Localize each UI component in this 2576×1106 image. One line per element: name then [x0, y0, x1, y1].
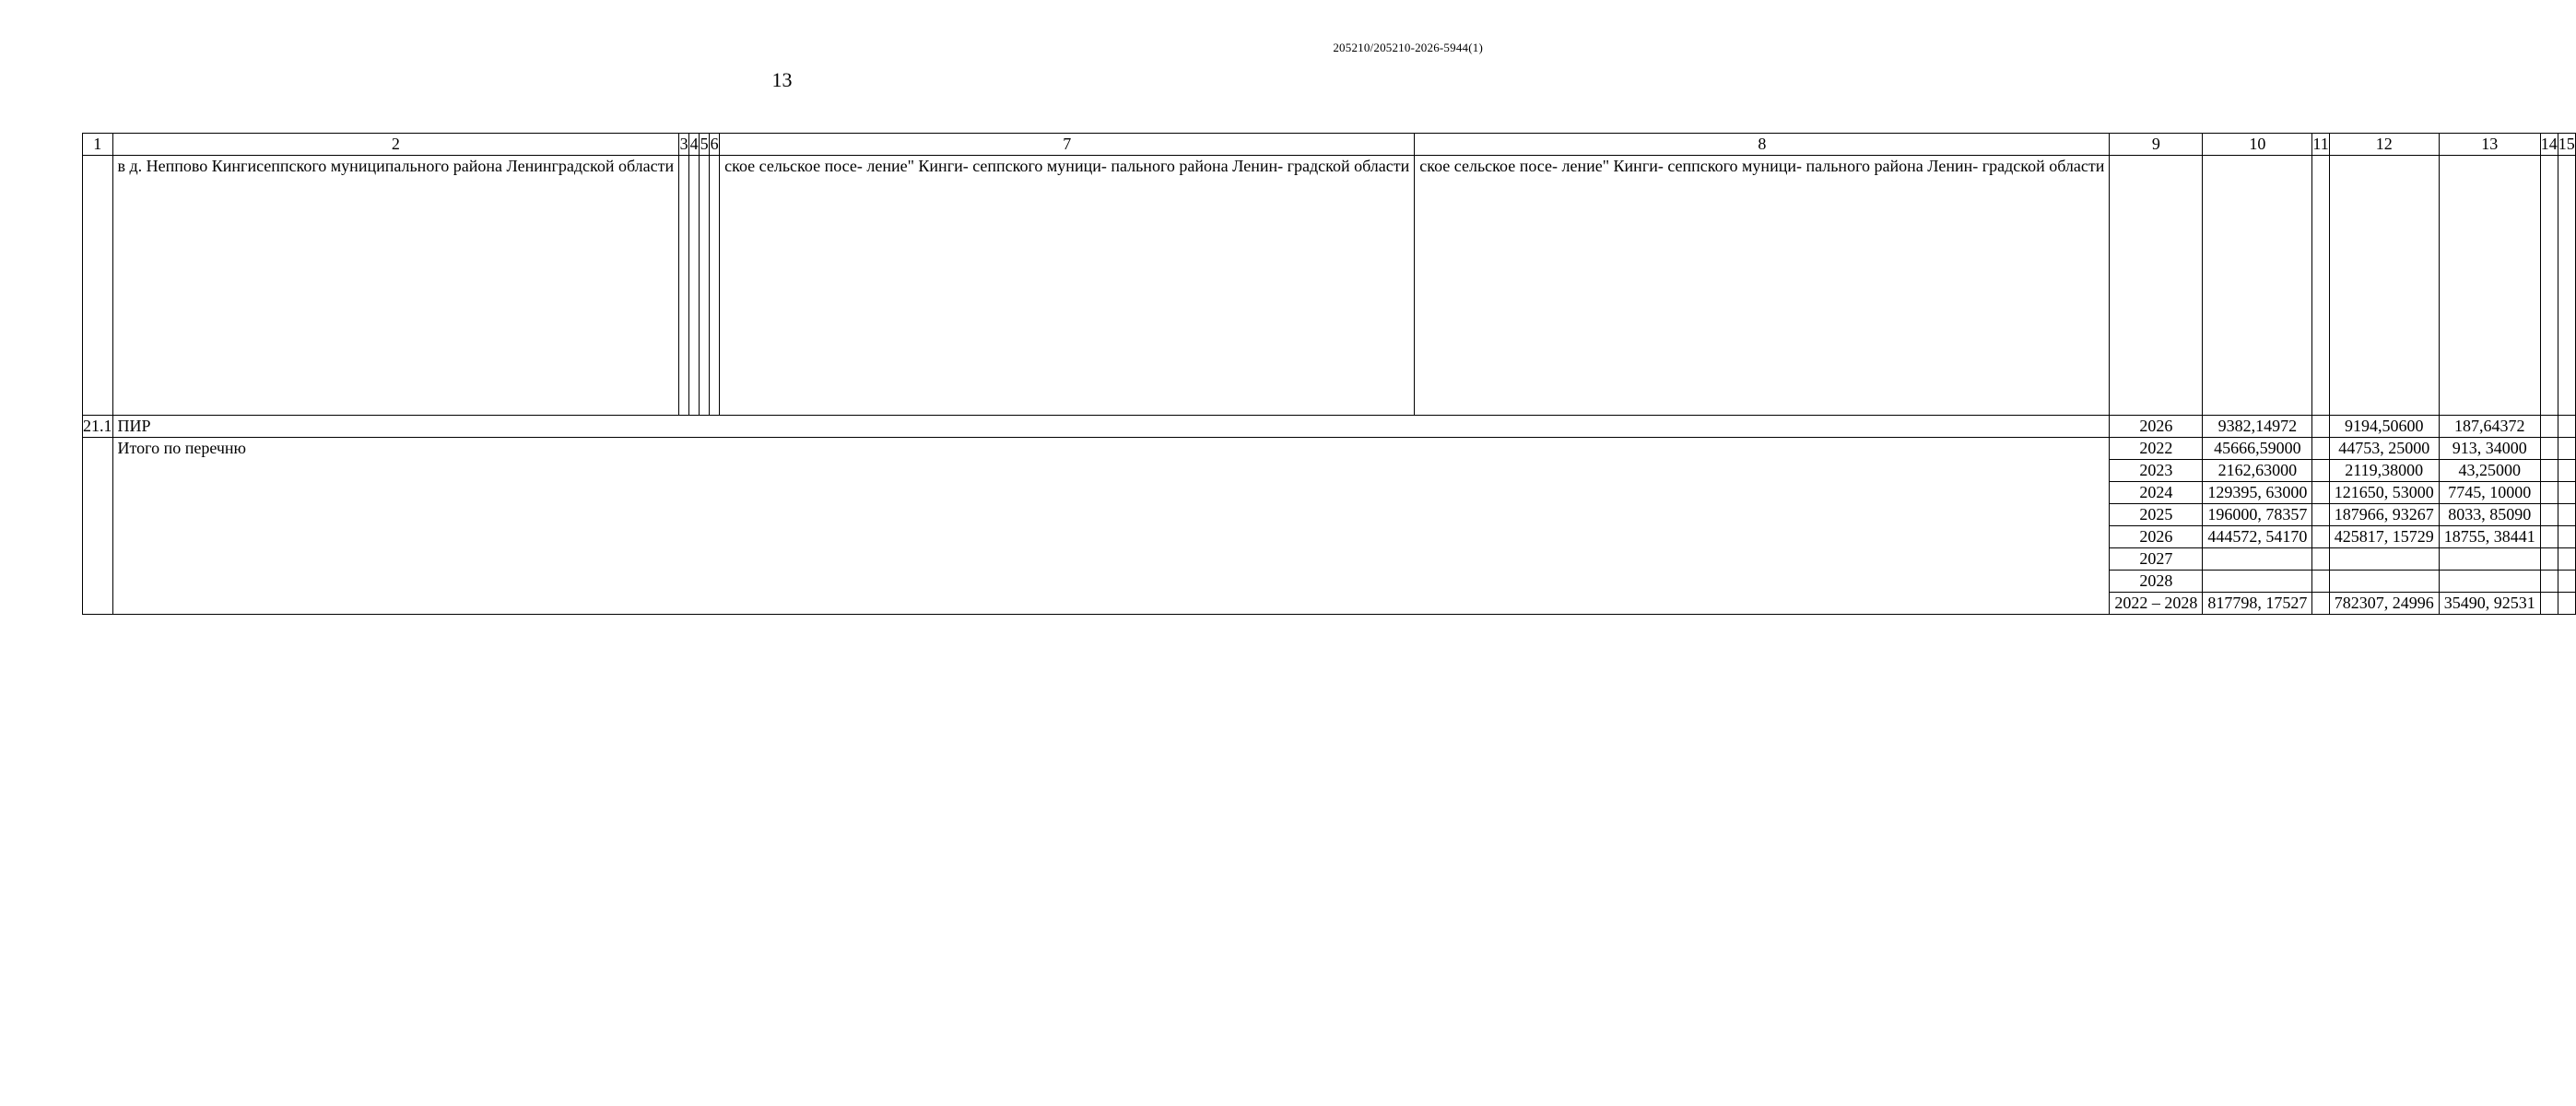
- amount-regional-cell: 2119,38000: [2329, 460, 2439, 482]
- amount-local-cell: [2439, 548, 2540, 571]
- amount-total-cell: 444572, 54170: [2203, 526, 2312, 548]
- year-cell: 2025: [2110, 504, 2203, 526]
- municipality-cell: ское сельское посе- ление" Кинги- сеппского муници- пального района Ленин- градской области: [720, 156, 1415, 416]
- amount-local-cell: 913, 34000: [2439, 438, 2540, 460]
- col-number: 11: [2312, 134, 2329, 156]
- amount-local-cell: 43,25000: [2439, 460, 2540, 482]
- amount-regional-cell: [2329, 571, 2439, 593]
- col-number: 8: [1415, 134, 2110, 156]
- document-id: 205210/205210-2026-5944(1): [1333, 41, 1483, 54]
- amount-regional-cell: 782307, 24996: [2329, 593, 2439, 615]
- col-number: 15: [2558, 134, 2575, 156]
- amount-local-cell: 18755, 38441: [2439, 526, 2540, 548]
- col-number: 6: [710, 134, 720, 156]
- amount-regional-cell: 121650, 53000: [2329, 482, 2439, 504]
- amount-total-cell: 817798, 17527: [2203, 593, 2312, 615]
- row-name: ПИР: [112, 416, 2110, 438]
- year-cell: 2024: [2110, 482, 2203, 504]
- amount-total-cell: [2203, 571, 2312, 593]
- col-number: 10: [2203, 134, 2312, 156]
- col-number: 9: [2110, 134, 2203, 156]
- col-number: 7: [720, 134, 1415, 156]
- amount-local-cell: 187,64372: [2439, 416, 2540, 438]
- amount-regional-cell: 9194,50600: [2329, 416, 2439, 438]
- column-number-row: [83, 134, 2576, 156]
- col-number: 1: [83, 134, 113, 156]
- col-number: 13: [2439, 134, 2540, 156]
- amount-local-cell: [2439, 571, 2540, 593]
- col-number: 12: [2329, 134, 2439, 156]
- amount-total-cell: 45666,59000: [2203, 438, 2312, 460]
- amount-regional-cell: 425817, 15729: [2329, 526, 2439, 548]
- col-number: 3: [679, 134, 689, 156]
- amount-total-cell: [2203, 548, 2312, 571]
- year-cell: 2026: [2110, 526, 2203, 548]
- pir-row: [83, 416, 2576, 438]
- year-cell: 2022 – 2028: [2110, 593, 2203, 615]
- col-number: 14: [2540, 134, 2558, 156]
- amount-local-cell: 35490, 92531: [2439, 593, 2540, 615]
- year-cell: 2026: [2110, 416, 2203, 438]
- amount-local-cell: 7745, 10000: [2439, 482, 2540, 504]
- amount-total-cell: 9382,14972: [2203, 416, 2312, 438]
- row-number: 21.1: [83, 416, 113, 438]
- page-number: 13: [771, 68, 793, 91]
- col-number: 4: [689, 134, 700, 156]
- total-label: Итого по перечню: [112, 438, 2110, 615]
- year-cell: 2022: [2110, 438, 2203, 460]
- year-cell: 2023: [2110, 460, 2203, 482]
- year-cell: 2027: [2110, 548, 2203, 571]
- budget-table: [82, 133, 2576, 615]
- amount-regional-cell: 187966, 93267: [2329, 504, 2439, 526]
- col-number: 2: [112, 134, 679, 156]
- amount-total-cell: 2162,63000: [2203, 460, 2312, 482]
- amount-local-cell: 8033, 85090: [2439, 504, 2540, 526]
- object-location-cell: в д. Неппово Кингисеппского муниципального района Ленинградской области: [112, 156, 679, 416]
- col-number: 5: [700, 134, 710, 156]
- total-row: [83, 438, 2576, 460]
- year-cell: 2028: [2110, 571, 2203, 593]
- municipality-cell: ское сельское посе- ление" Кинги- сеппского муници- пального района Ленин- градской области: [1415, 156, 2110, 416]
- continuation-row: [83, 156, 2576, 416]
- amount-total-cell: 129395, 63000: [2203, 482, 2312, 504]
- amount-regional-cell: [2329, 548, 2439, 571]
- amount-regional-cell: 44753, 25000: [2329, 438, 2439, 460]
- amount-total-cell: 196000, 78357: [2203, 504, 2312, 526]
